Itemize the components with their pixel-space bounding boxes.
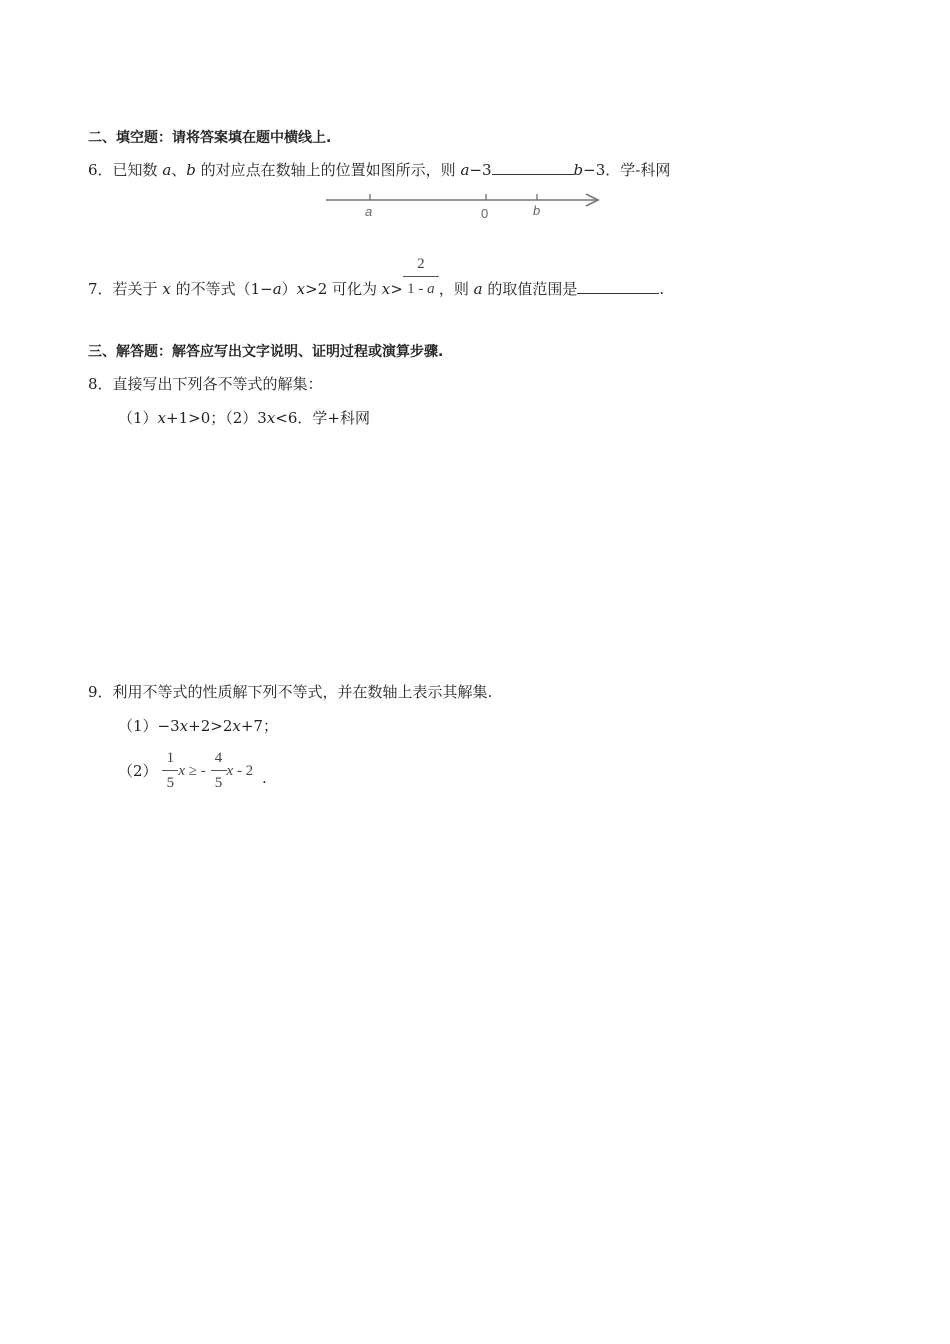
part-label: （1） xyxy=(118,409,158,427)
label-zero: 0 xyxy=(481,206,489,221)
question-text: 的取值范围是 xyxy=(482,279,578,298)
fraction-one-fifth xyxy=(162,748,178,793)
variable-a: a xyxy=(473,279,483,298)
fraction-bar xyxy=(211,770,227,771)
fraction-four-fifths xyxy=(211,748,227,793)
separator: 、 xyxy=(171,161,187,179)
question-number: 7． xyxy=(88,279,113,298)
question-text: ） xyxy=(281,279,297,298)
question-6 xyxy=(88,160,670,180)
variable-a: a xyxy=(272,279,282,298)
variable-x: x xyxy=(266,409,276,427)
variable-x: x xyxy=(157,409,167,427)
part-text: −3 xyxy=(157,717,180,735)
part-label: （2） xyxy=(118,761,158,780)
variable-x: x xyxy=(162,279,171,298)
question-text: 利用不等式的性质解下列不等式，并在数轴上表示其解集. xyxy=(112,683,493,701)
question-number: 9． xyxy=(88,683,113,701)
variable-a: a xyxy=(427,281,435,297)
inequality-middle xyxy=(178,761,205,781)
period: . xyxy=(659,279,665,298)
question-9-part-1 xyxy=(118,716,278,736)
question-text: ，则 xyxy=(438,279,474,298)
variable-x: x xyxy=(296,279,306,298)
fraction xyxy=(403,254,439,299)
section-3-heading: 三、解答题：解答应写出文字说明、证明过程或演算步骤. xyxy=(88,344,444,360)
expression: −3 xyxy=(469,161,492,179)
part-text: +2>2 xyxy=(188,717,233,735)
question-text: 直接写出下列各不等式的解集： xyxy=(112,375,323,393)
part-label: （1） xyxy=(118,717,158,735)
fraction-bar xyxy=(403,276,439,277)
question-9-part-2 xyxy=(118,748,267,793)
question-9 xyxy=(88,682,492,702)
variable-a: a xyxy=(162,161,172,179)
label-b: b xyxy=(533,203,541,218)
fraction-bar xyxy=(162,770,178,771)
question-7 xyxy=(88,256,664,299)
fraction-denominator: 5 xyxy=(214,775,223,791)
variable-b: b xyxy=(186,161,196,179)
question-text: 的对应点在数轴上的位置如图所示，则 xyxy=(195,161,461,179)
variable-x: x xyxy=(226,762,234,779)
part-text: +7； xyxy=(240,717,278,735)
operator: > xyxy=(390,279,403,298)
variable-x: x xyxy=(232,717,241,735)
fraction-numerator: 4 xyxy=(214,750,223,766)
part-text: +1>0；（2）3 xyxy=(166,409,267,427)
section-2-heading: 二、填空题：请将答案填在题中横线上. xyxy=(88,130,332,146)
variable-b: b xyxy=(573,161,584,179)
question-number: 8． xyxy=(88,375,113,393)
question-tail: ．学-科网 xyxy=(605,161,671,179)
fraction-denominator: 5 xyxy=(166,775,175,791)
question-text: 的不等式（1− xyxy=(170,279,273,298)
question-8 xyxy=(88,374,323,394)
variable-x: x xyxy=(178,762,185,779)
answer-blank[interactable] xyxy=(577,279,659,294)
variable-x: x xyxy=(381,279,391,298)
variable-a: a xyxy=(460,161,470,179)
answer-blank[interactable] xyxy=(492,160,574,175)
question-text: 若关于 xyxy=(112,279,163,298)
fraction-denominator xyxy=(403,279,439,299)
label-a: a xyxy=(365,204,373,219)
question-text: 已知数 xyxy=(112,161,163,179)
fraction-numerator: 2 xyxy=(417,256,425,272)
period: . xyxy=(261,768,267,787)
expression: - 2 xyxy=(233,762,254,779)
number-line-figure xyxy=(320,186,610,222)
fraction-numerator: 1 xyxy=(166,750,175,766)
question-text: >2 可化为 xyxy=(305,279,382,298)
question-number: 6． xyxy=(88,161,113,179)
question-8-parts xyxy=(118,408,370,428)
expression: −3 xyxy=(583,161,606,179)
variable-x: x xyxy=(179,717,189,735)
inequality-tail xyxy=(227,761,254,781)
denominator-text: 1 - xyxy=(407,281,428,297)
part-text: <6．学+科网 xyxy=(275,409,370,427)
operator: ≥ - xyxy=(185,762,206,779)
